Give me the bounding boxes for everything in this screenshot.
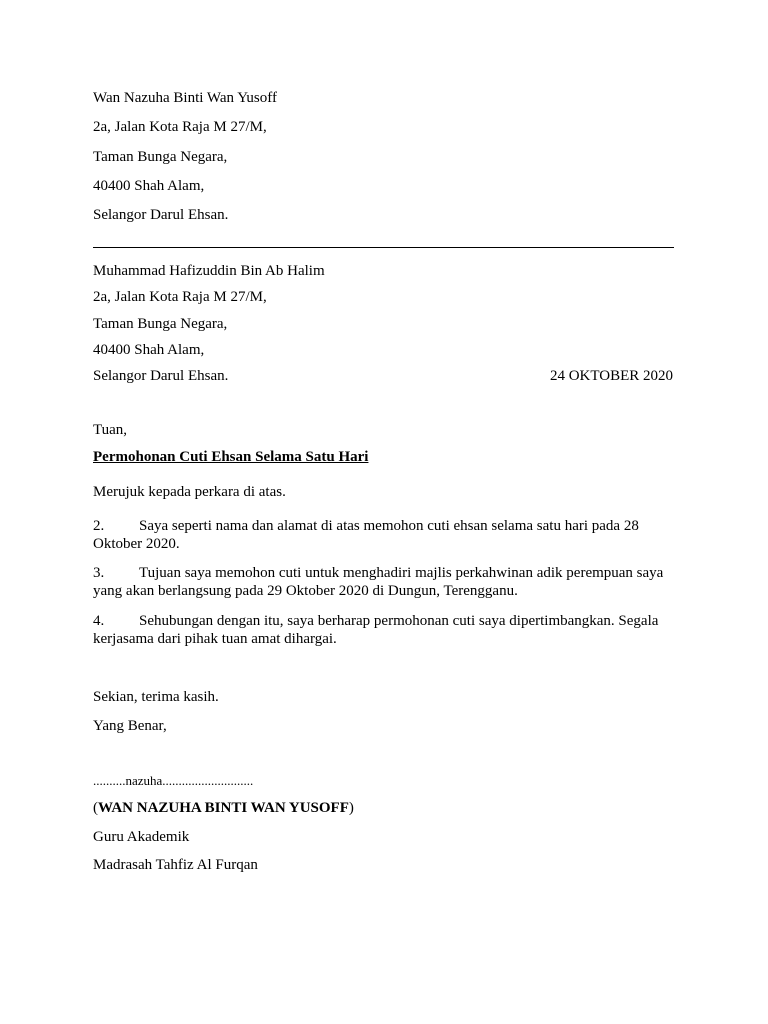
recipient-address-line-3: 40400 Shah Alam, [93, 342, 205, 358]
recipient-name: Muhammad Hafizuddin Bin Ab Halim [93, 263, 325, 279]
signature-line: ..........nazuha............................ [93, 773, 254, 788]
paragraph-4 [93, 612, 675, 648]
paragraph-text: Sehubungan dengan itu, saya berharap permohonan cuti saya dipertimbangkan. Segala kerjasama dari pihak tuan amat dihargai. [93, 613, 659, 647]
letter-date: 24 OKTOBER 2020 [549, 368, 673, 384]
reference-line: Merujuk kepada perkara di atas. [93, 484, 286, 500]
sender-name: Wan Nazuha Binti Wan Yusoff [93, 90, 277, 106]
paragraph-text: Tujuan saya memohon cuti untuk menghadiri majlis perkahwinan adik perempuan saya yang akan berlangsung pada 29 Oktober 2020 di Dungun, Terengganu. [93, 565, 664, 599]
recipient-address-line-1: 2a, Jalan Kota Raja M 27/M, [93, 289, 267, 305]
paragraph-2 [93, 517, 675, 553]
salutation: Tuan, [93, 422, 128, 438]
sender-address-line-2: Taman Bunga Negara, [93, 149, 228, 165]
divider-rule [93, 247, 674, 248]
signatory-name: WAN NAZUHA BINTI WAN YUSOFF [98, 800, 349, 816]
paragraph-text: Saya seperti nama dan alamat di atas memohon cuti ehsan selama satu hari pada 28 Oktober 2020. [93, 518, 639, 552]
sender-address-line-1: 2a, Jalan Kota Raja M 27/M, [93, 119, 267, 135]
paragraph-3 [93, 564, 675, 600]
signatory-organization: Madrasah Tahfiz Al Furqan [93, 857, 258, 873]
close-paren: ) [348, 800, 354, 816]
paragraph-number: 2. [93, 518, 105, 534]
sign-off: Yang Benar, [93, 718, 167, 734]
signatory-title: Guru Akademik [93, 829, 190, 845]
sender-address-line-4: Selangor Darul Ehsan. [93, 207, 229, 223]
recipient-address-line-2: Taman Bunga Negara, [93, 316, 228, 332]
recipient-address-line-4: Selangor Darul Ehsan. [93, 368, 229, 384]
closing-line: Sekian, terima kasih. [93, 689, 219, 705]
paragraph-number: 4. [93, 613, 105, 629]
letter-subject: Permohonan Cuti Ehsan Selama Satu Hari [93, 449, 369, 465]
signatory-name-line [93, 799, 354, 817]
sender-address-line-3: 40400 Shah Alam, [93, 178, 205, 194]
open-paren: ( [93, 800, 98, 816]
paragraph-number: 3. [93, 565, 105, 581]
